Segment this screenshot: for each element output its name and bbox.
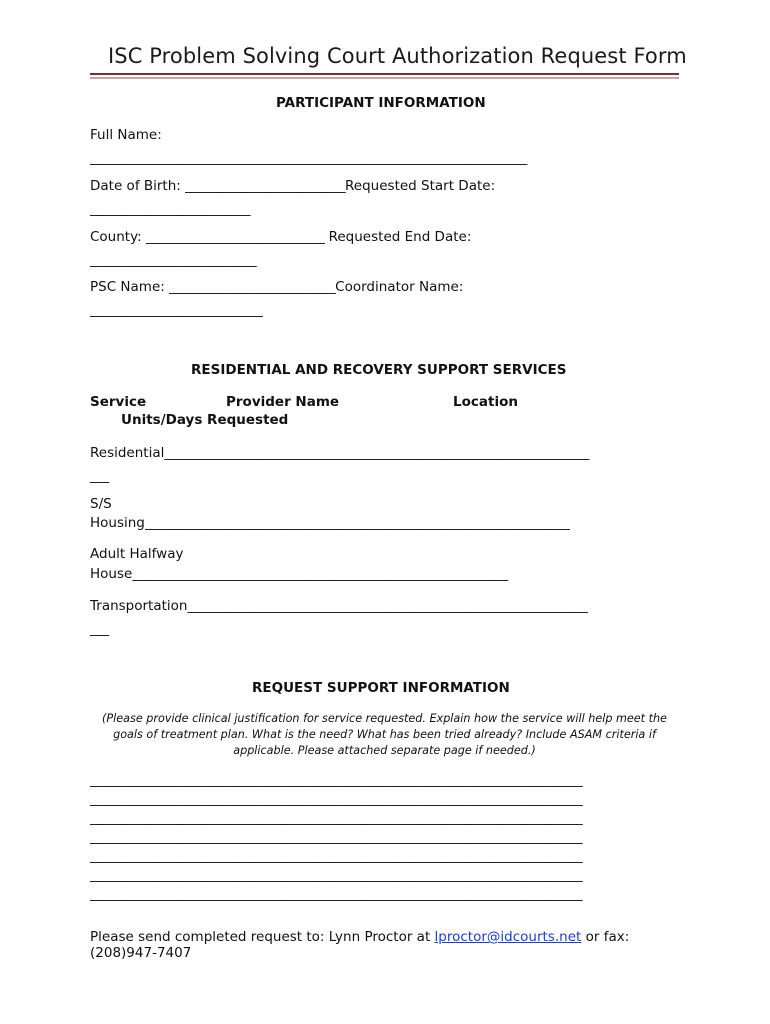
halfway-house-field[interactable]: _____________________________________________________________	[132, 566, 508, 582]
dob-label: Date of Birth:	[90, 178, 186, 194]
start-date-field[interactable]: __________________________	[90, 201, 250, 217]
transport-label: Transportation	[90, 598, 188, 614]
start-date-label: Requested Start Date:	[345, 178, 496, 194]
psc-row	[90, 279, 463, 295]
county-row	[90, 229, 471, 245]
justification-line[interactable]: ________________________________________________________________________________	[90, 848, 583, 864]
full-name-field[interactable]: _______________________________________________________________________	[90, 150, 527, 166]
residential-label: Residential	[90, 445, 165, 461]
form-title: ISC Problem Solving Court Authorization Request Form	[108, 44, 687, 68]
justification-line[interactable]: ________________________________________________________________________________	[90, 867, 583, 883]
col-service: Service	[90, 394, 147, 410]
ss-label-2: Housing	[90, 515, 145, 531]
dob-field[interactable]: __________________________	[185, 178, 346, 194]
full-name-label: Full Name:	[90, 127, 162, 143]
participant-heading: PARTICIPANT INFORMATION	[276, 95, 486, 111]
justification-line[interactable]: ________________________________________________________________________________	[90, 772, 583, 788]
title-rule-shadow	[90, 77, 679, 79]
halfway-row	[90, 566, 602, 582]
dob-row	[90, 178, 495, 194]
halfway-label-1: Adult Halfway	[90, 546, 184, 562]
col-provider: Provider Name	[226, 394, 340, 410]
transportation-field[interactable]: _________________________________________________________________	[187, 598, 588, 614]
footer-prefix: Please send completed request to: Lynn Proctor at	[90, 929, 435, 945]
county-label: County:	[90, 229, 146, 245]
coordinator-label: Coordinator Name:	[335, 279, 464, 295]
transport-row	[90, 598, 672, 614]
email-link[interactable]: lproctor@idcourts.net	[434, 929, 582, 945]
psc-name-label: PSC Name:	[90, 279, 170, 295]
residential-row	[90, 445, 670, 461]
transportation-field-cont[interactable]: ___	[90, 621, 109, 637]
psc-name-field[interactable]: ___________________________	[169, 279, 336, 295]
col-units: Units/Days Requested	[121, 412, 289, 428]
services-heading: RESIDENTIAL AND RECOVERY SUPPORT SERVICES	[191, 362, 567, 378]
col-location: Location	[453, 394, 518, 410]
justification-line[interactable]: ________________________________________________________________________________	[90, 829, 583, 845]
coordinator-field[interactable]: ____________________________	[90, 302, 263, 318]
justification-line[interactable]: ________________________________________________________________________________	[90, 791, 583, 807]
end-date-label: Requested End Date:	[324, 229, 472, 245]
residential-field-cont[interactable]: ___	[90, 468, 109, 484]
footer-fax: (208)947-7407	[90, 945, 192, 961]
ss-housing-field[interactable]: _____________________________________________________________________	[144, 515, 570, 531]
halfway-label-2: House	[90, 566, 133, 582]
county-field[interactable]: _____________________________	[145, 229, 325, 245]
title-rule	[90, 73, 679, 75]
ss-label-1: S/S	[90, 496, 112, 512]
footer-suffix: or fax:	[581, 929, 630, 945]
footer-send-line	[90, 929, 629, 945]
residential-field[interactable]: _____________________________________________________________________	[164, 445, 589, 461]
justification-line[interactable]: ________________________________________________________________________________	[90, 886, 583, 902]
justification-lines	[90, 772, 679, 905]
request-heading: REQUEST SUPPORT INFORMATION	[252, 680, 510, 696]
justification-line[interactable]: ________________________________________________________________________________	[90, 810, 583, 826]
ss-row	[90, 515, 666, 531]
request-instructions: (Please provide clinical justification for service requested. Explain how the service will help meet the goals of treatment plan. What is the need? What has been tried already? Include ASAM criteria if applicable. Please attached separate page if needed.)	[102, 712, 667, 757]
end-date-field[interactable]: ___________________________	[90, 252, 257, 268]
